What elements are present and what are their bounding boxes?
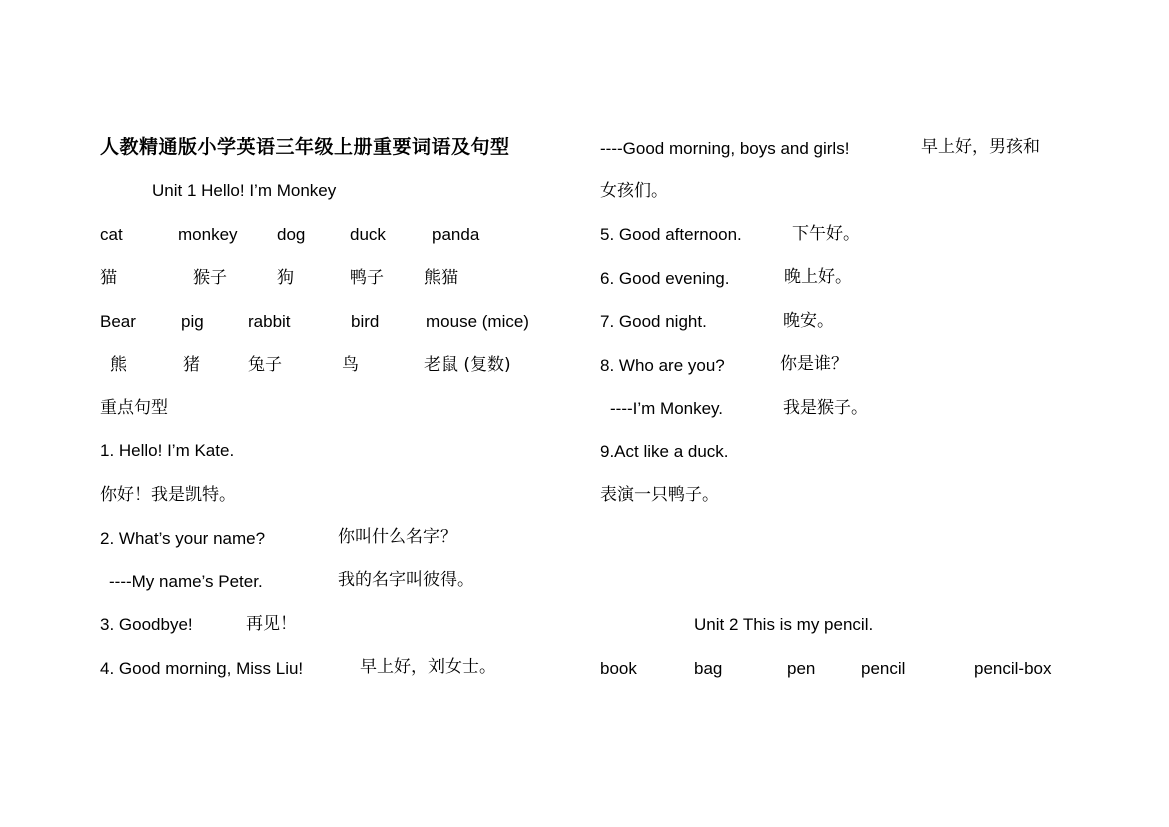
sentence-3-en: 3. Goodbye! — [100, 615, 193, 634]
sentence-2-en: 2. What’s your name? — [100, 529, 266, 548]
meaning-panda: 熊猫 — [424, 268, 458, 288]
meaning-bird: 鸟 — [342, 355, 359, 375]
meaning-cat: 猫 — [100, 268, 117, 288]
sentence-5-en: 5. Good afternoon. — [600, 225, 742, 244]
word-rabbit: rabbit — [248, 312, 291, 331]
sentence-1-en: 1. Hello! I’m Kate. — [100, 441, 235, 460]
word-pencil-box: pencil-box — [974, 659, 1052, 678]
word-bird: bird — [351, 312, 380, 331]
word-pen: pen — [787, 659, 816, 678]
meaning-monkey: 猴子 — [193, 268, 227, 288]
sentence-9-en: 9.Act like a duck. — [600, 442, 729, 461]
unit2-heading: Unit 2 This is my pencil. — [694, 615, 874, 634]
sentence-7-en: 7. Good night. — [600, 312, 707, 331]
sentence-8-zh: 你是谁？ — [780, 354, 848, 374]
word-mouse: mouse (mice) — [426, 312, 529, 331]
sentence-7-zh: 晚安。 — [783, 311, 834, 331]
meaning-bear: 熊 — [110, 355, 127, 375]
sentence-2-reply-zh: 我的名字叫彼得。 — [338, 570, 474, 590]
meaning-rabbit: 兔子 — [248, 355, 282, 375]
word-cat: cat — [100, 225, 123, 244]
sentence-5-zh: 下午好。 — [792, 224, 860, 244]
meaning-pig: 猪 — [183, 355, 200, 375]
sentence-1-zh: 你好！我是凯特。 — [100, 485, 236, 505]
sentence-8-reply-zh: 我是猴子。 — [783, 398, 868, 418]
meaning-duck: 鸭子 — [350, 268, 384, 288]
page-title: 人教精通版小学英语三年级上册重要词语及句型 — [100, 136, 510, 158]
word-duck: duck — [350, 225, 386, 244]
word-panda: panda — [432, 225, 480, 244]
sentence-6-zh: 晚上好。 — [784, 267, 852, 287]
meaning-mouse: 老鼠 (复数) — [424, 355, 511, 375]
sentence-4-reply-zh-line1: 早上好，男孩和 — [921, 137, 1040, 157]
word-pencil: pencil — [861, 659, 906, 678]
sentence-4-zh: 早上好，刘女士。 — [360, 657, 496, 677]
word-bear: Bear — [100, 312, 136, 331]
word-book: book — [600, 659, 637, 678]
unit1-heading: Unit 1 Hello! I’m Monkey — [152, 181, 337, 200]
sentence-4-en: 4. Good morning, Miss Liu! — [100, 659, 304, 678]
sentence-8-reply-en: ----I’m Monkey. — [610, 399, 724, 418]
sentence-9-zh: 表演一只鸭子。 — [600, 485, 719, 505]
key-sentences-label: 重点句型 — [100, 398, 168, 418]
meaning-dog: 狗 — [277, 268, 294, 288]
sentence-3-zh: 再见！ — [246, 614, 297, 634]
word-dog: dog — [277, 225, 306, 244]
sentence-2-reply-en: ----My name’s Peter. — [109, 572, 263, 591]
sentence-6-en: 6. Good evening. — [600, 269, 730, 288]
sentence-8-en: 8. Who are you? — [600, 356, 725, 375]
sentence-4-reply-zh-line2: 女孩们。 — [600, 181, 668, 201]
sentence-4-reply-en: ----Good morning, boys and girls! — [600, 139, 850, 158]
word-pig: pig — [181, 312, 204, 331]
word-monkey: monkey — [178, 225, 238, 244]
word-bag: bag — [694, 659, 723, 678]
sentence-2-zh: 你叫什么名字？ — [338, 527, 457, 547]
